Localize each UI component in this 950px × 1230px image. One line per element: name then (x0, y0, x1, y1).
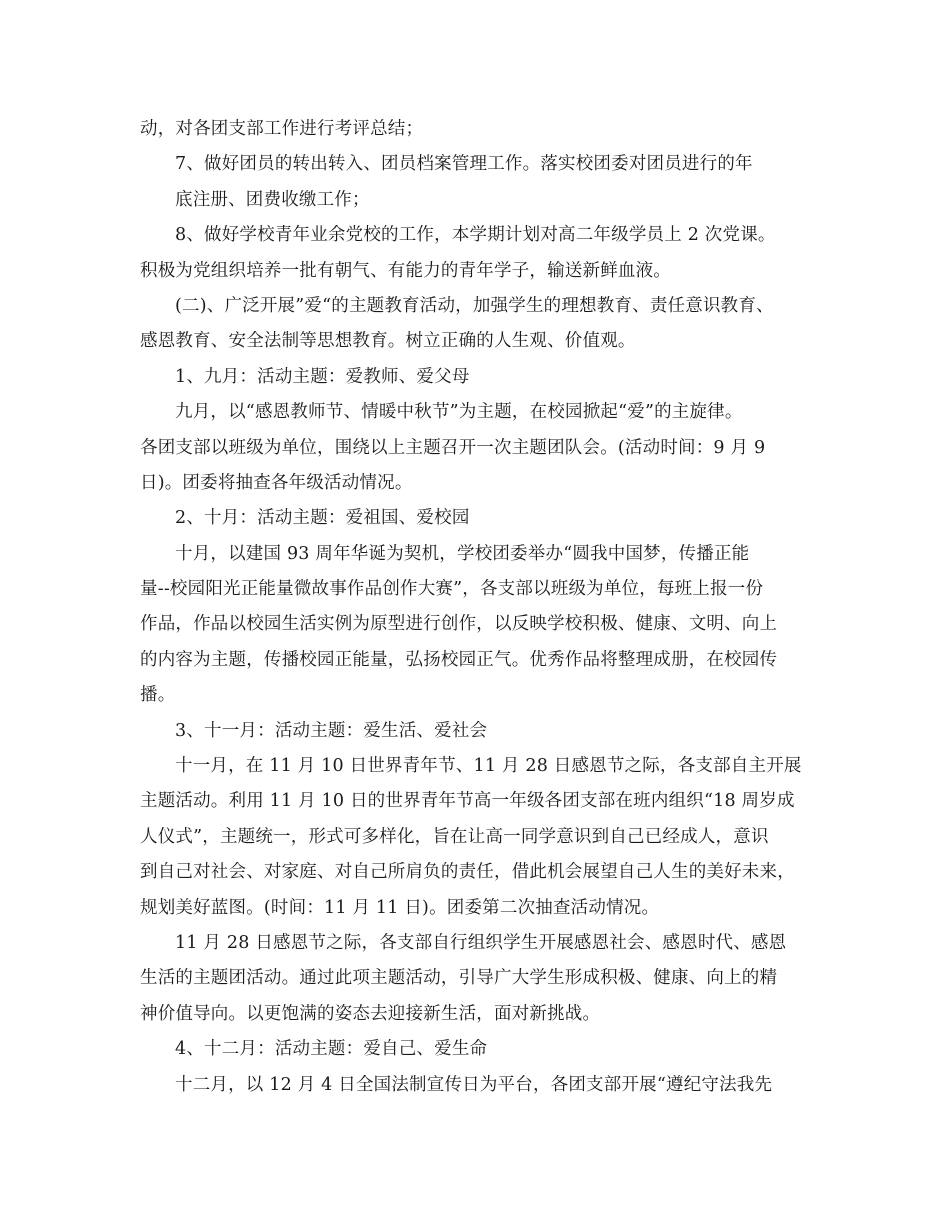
text-line: 播。 (140, 685, 176, 706)
text-line: 感恩教育、安全法制等思想教育。树立正确的人生观、价值观。 (140, 331, 636, 352)
text-line: 3、十一月：活动主题：爱生活、爱社会 (175, 720, 488, 741)
document-body (140, 112, 820, 1103)
text-line: 各团支部以班级为单位，围绕以上主题召开一次主题团队会。(活动时间：9 月 9 (140, 437, 766, 458)
text-line: (二)、广泛开展”爱“的主题教育活动，加强学生的理想教育、责任意识教育、 (175, 295, 774, 316)
text-line: 九月，以“感恩教师节、情暖中秋节”为主题，在校园掀起“爱”的主旋律。 (175, 402, 743, 423)
text-line: 神价值导向。以更饱满的姿态去迎接新生活，面对新挑战。 (140, 1003, 601, 1024)
text-line: 十二月，以 12 月 4 日全国法制宣传日为平台，各团支部开展“遵纪守法我先 (175, 1074, 773, 1095)
text-line: 底注册、团费收缴工作； (175, 189, 370, 210)
text-line: 2、十月：活动主题：爱祖国、爱校园 (175, 508, 470, 529)
text-line: 作品，作品以校园生活实例为原型进行创作，以反映学校积极、健康、文明、向上 (140, 614, 778, 635)
text-line: 十月，以建国 93 周年华诞为契机，学校团委举办“圆我中国梦，传播正能 (175, 543, 750, 564)
text-line: 4、十二月：活动主题：爱自己、爱生命 (175, 1039, 488, 1060)
text-line: 到自己对社会、对家庭、对自己所肩负的责任，借此机会展望自己人生的美好未来， (140, 862, 795, 883)
text-line: 十一月，在 11 月 10 日世界青年节、11 月 28 日感恩节之际，各支部自主开展 (175, 756, 802, 777)
text-line: 动，对各团支部工作进行考评总结； (140, 119, 424, 139)
text-line: 积极为党组织培养一批有朝气、有能力的青年学子，输送新鲜血液。 (140, 260, 671, 281)
text-line: 规划美好蓝图。(时间：11 月 11 日)。团委第二次抽查活动情况。 (140, 897, 660, 918)
text-line: 生活的主题团活动。通过此项主题活动，引导广大学生形成积极、健康、向上的精 (140, 968, 778, 989)
text-line: 8、做好学校青年业余党校的工作，本学期计划对高二年级学员上 2 次党课。 (175, 225, 776, 246)
text-line: 人仪式”，主题统一，形式可多样化，旨在让高一同学意识到自己已经成人，意识 (140, 826, 769, 847)
text-line: 1、九月：活动主题：爱教师、爱父母 (175, 366, 470, 387)
text-line: 的内容为主题，传播校园正能量，弘扬校园正气。优秀作品将整理成册，在校园传 (140, 649, 778, 670)
text-line: 主题活动。利用 11 月 10 日的世界青年节高一年级各团支部在班内组织“18 周岁成 (140, 791, 795, 812)
text-line: 量--校园阳光正能量微故事作品创作大赛”，各支部以班级为单位，每班上报一份 (140, 579, 764, 600)
text-line: 日)。团委将抽查各年级活动情况。 (140, 472, 413, 493)
text-line: 7、做好团员的转出转入、团员档案管理工作。落实校团委对团员进行的年 (175, 154, 753, 175)
text-line: 11 月 28 日感恩节之际，各支部自行组织学生开展感恩社会、感恩时代、感恩 (175, 932, 787, 953)
